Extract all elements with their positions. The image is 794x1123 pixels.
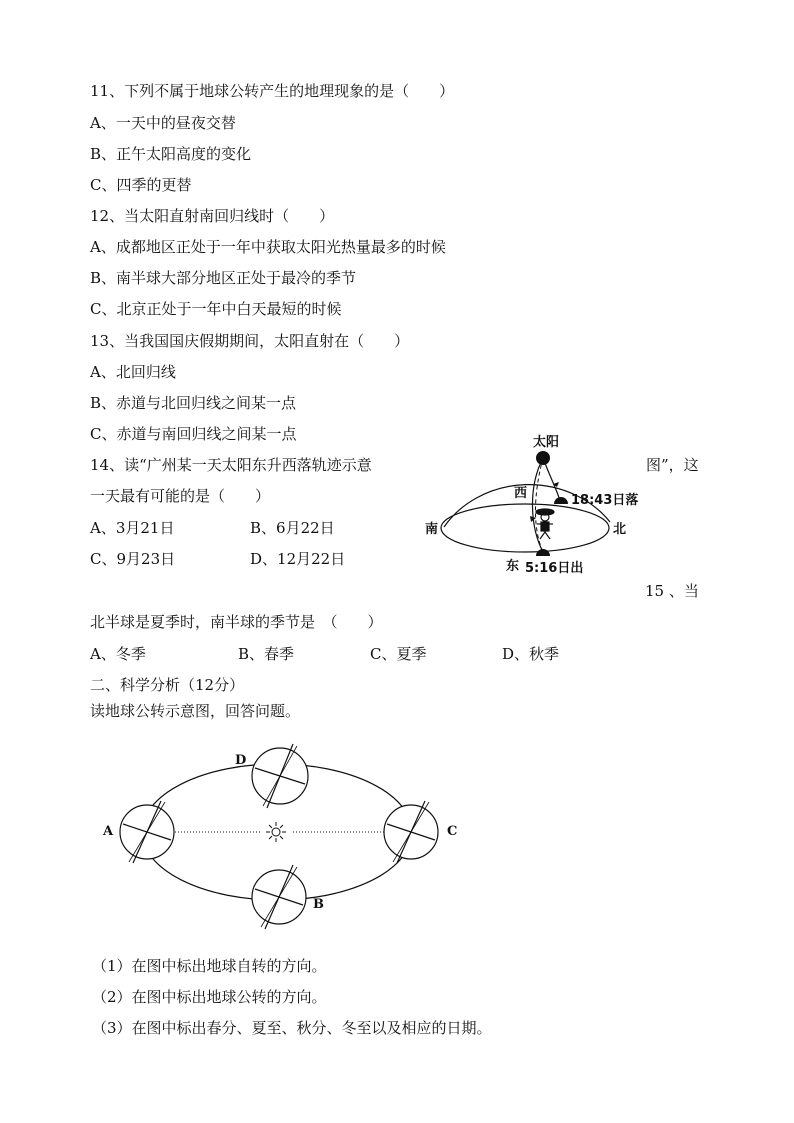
sun-label: 太阳 bbox=[533, 435, 560, 450]
q11-option-b: B、正午太阳高度的变化 bbox=[90, 145, 252, 163]
q11-option-a: A、一天中的昼夜交替 bbox=[90, 114, 236, 132]
q12-option-c: C、北京正处于一年中白天最短的时候 bbox=[90, 300, 342, 318]
section-intro: 读地球公转示意图，回答问题。 bbox=[90, 702, 301, 720]
earth-a bbox=[120, 801, 174, 863]
q14-option-a: A、3月21日 bbox=[90, 519, 175, 537]
q12-option-b: B、南半球大部分地区正处于最冷的季节 bbox=[90, 269, 357, 287]
q14-option-d: D、12月22日 bbox=[250, 550, 346, 568]
q15-option-d: D、秋季 bbox=[502, 645, 560, 663]
orbit-label-c: C bbox=[447, 824, 458, 839]
q12-option-a: A、成都地区正处于一年中获取太阳光热量最多的时候 bbox=[90, 238, 446, 256]
section-item-1: （1）在图中标出地球自转的方向。 bbox=[92, 957, 327, 975]
q14-stem-line2: 一天最有可能的是（ ） bbox=[90, 487, 271, 505]
q11-stem: 11、下列不属于地球公转产生的地理现象的是（ ） bbox=[90, 82, 455, 100]
west-label: 西 bbox=[514, 486, 528, 501]
q15-option-b: B、春季 bbox=[238, 645, 295, 663]
observer-icon bbox=[536, 509, 554, 539]
sunrise-label: 5:16日出 bbox=[525, 561, 584, 576]
q13-stem: 13、当我国国庆假期期间，太阳直射在（ ） bbox=[90, 332, 410, 350]
q15-option-c: C、夏季 bbox=[370, 645, 427, 663]
east-label: 东 bbox=[506, 559, 520, 574]
sun-path-diagram bbox=[420, 432, 650, 582]
section-item-3: （3）在图中标出春分、夏至、秋分、冬至以及相应的日期。 bbox=[92, 1019, 492, 1037]
q15-stem-head: 15 、当 bbox=[645, 582, 699, 600]
earth-b bbox=[252, 865, 306, 929]
north-label: 北 bbox=[613, 522, 627, 537]
q12-stem: 12、当太阳直射南回归线时（ ） bbox=[90, 207, 335, 225]
sun-icon bbox=[536, 451, 550, 465]
q15-stem: 北半球是夏季时，南半球的季节是 （ ） bbox=[90, 613, 383, 631]
orbit-label-d: D bbox=[235, 753, 247, 768]
q11-option-c: C、四季的更替 bbox=[90, 176, 192, 194]
sunrise-icon bbox=[536, 549, 550, 556]
q13-option-a: A、北回归线 bbox=[90, 363, 176, 381]
south-label: 南 bbox=[425, 522, 439, 537]
q14-stem: 14、读“广州某一天太阳东升西落轨迹示意 bbox=[90, 456, 372, 474]
earth-c bbox=[384, 801, 438, 863]
q14-option-b: B、6月22日 bbox=[250, 519, 335, 537]
orbit-diagram bbox=[95, 740, 475, 940]
section-item-2: （2）在图中标出地球公转的方向。 bbox=[92, 988, 327, 1006]
sunset-label: 18:43日落 bbox=[571, 493, 639, 508]
orbit-label-a: A bbox=[103, 824, 114, 839]
sun-icon bbox=[266, 822, 286, 842]
q14-stem-tail: 图”，这 bbox=[646, 456, 699, 474]
q13-option-b: B、赤道与北回归线之间某一点 bbox=[90, 394, 297, 412]
q15-option-a: A、冬季 bbox=[90, 645, 146, 663]
orbit-label-b: B bbox=[313, 897, 324, 912]
earth-d bbox=[252, 744, 308, 808]
q14-option-c: C、9月23日 bbox=[90, 550, 176, 568]
section-title: 二、科学分析（12分） bbox=[90, 676, 245, 694]
q13-option-c: C、赤道与南回归线之间某一点 bbox=[90, 425, 297, 443]
